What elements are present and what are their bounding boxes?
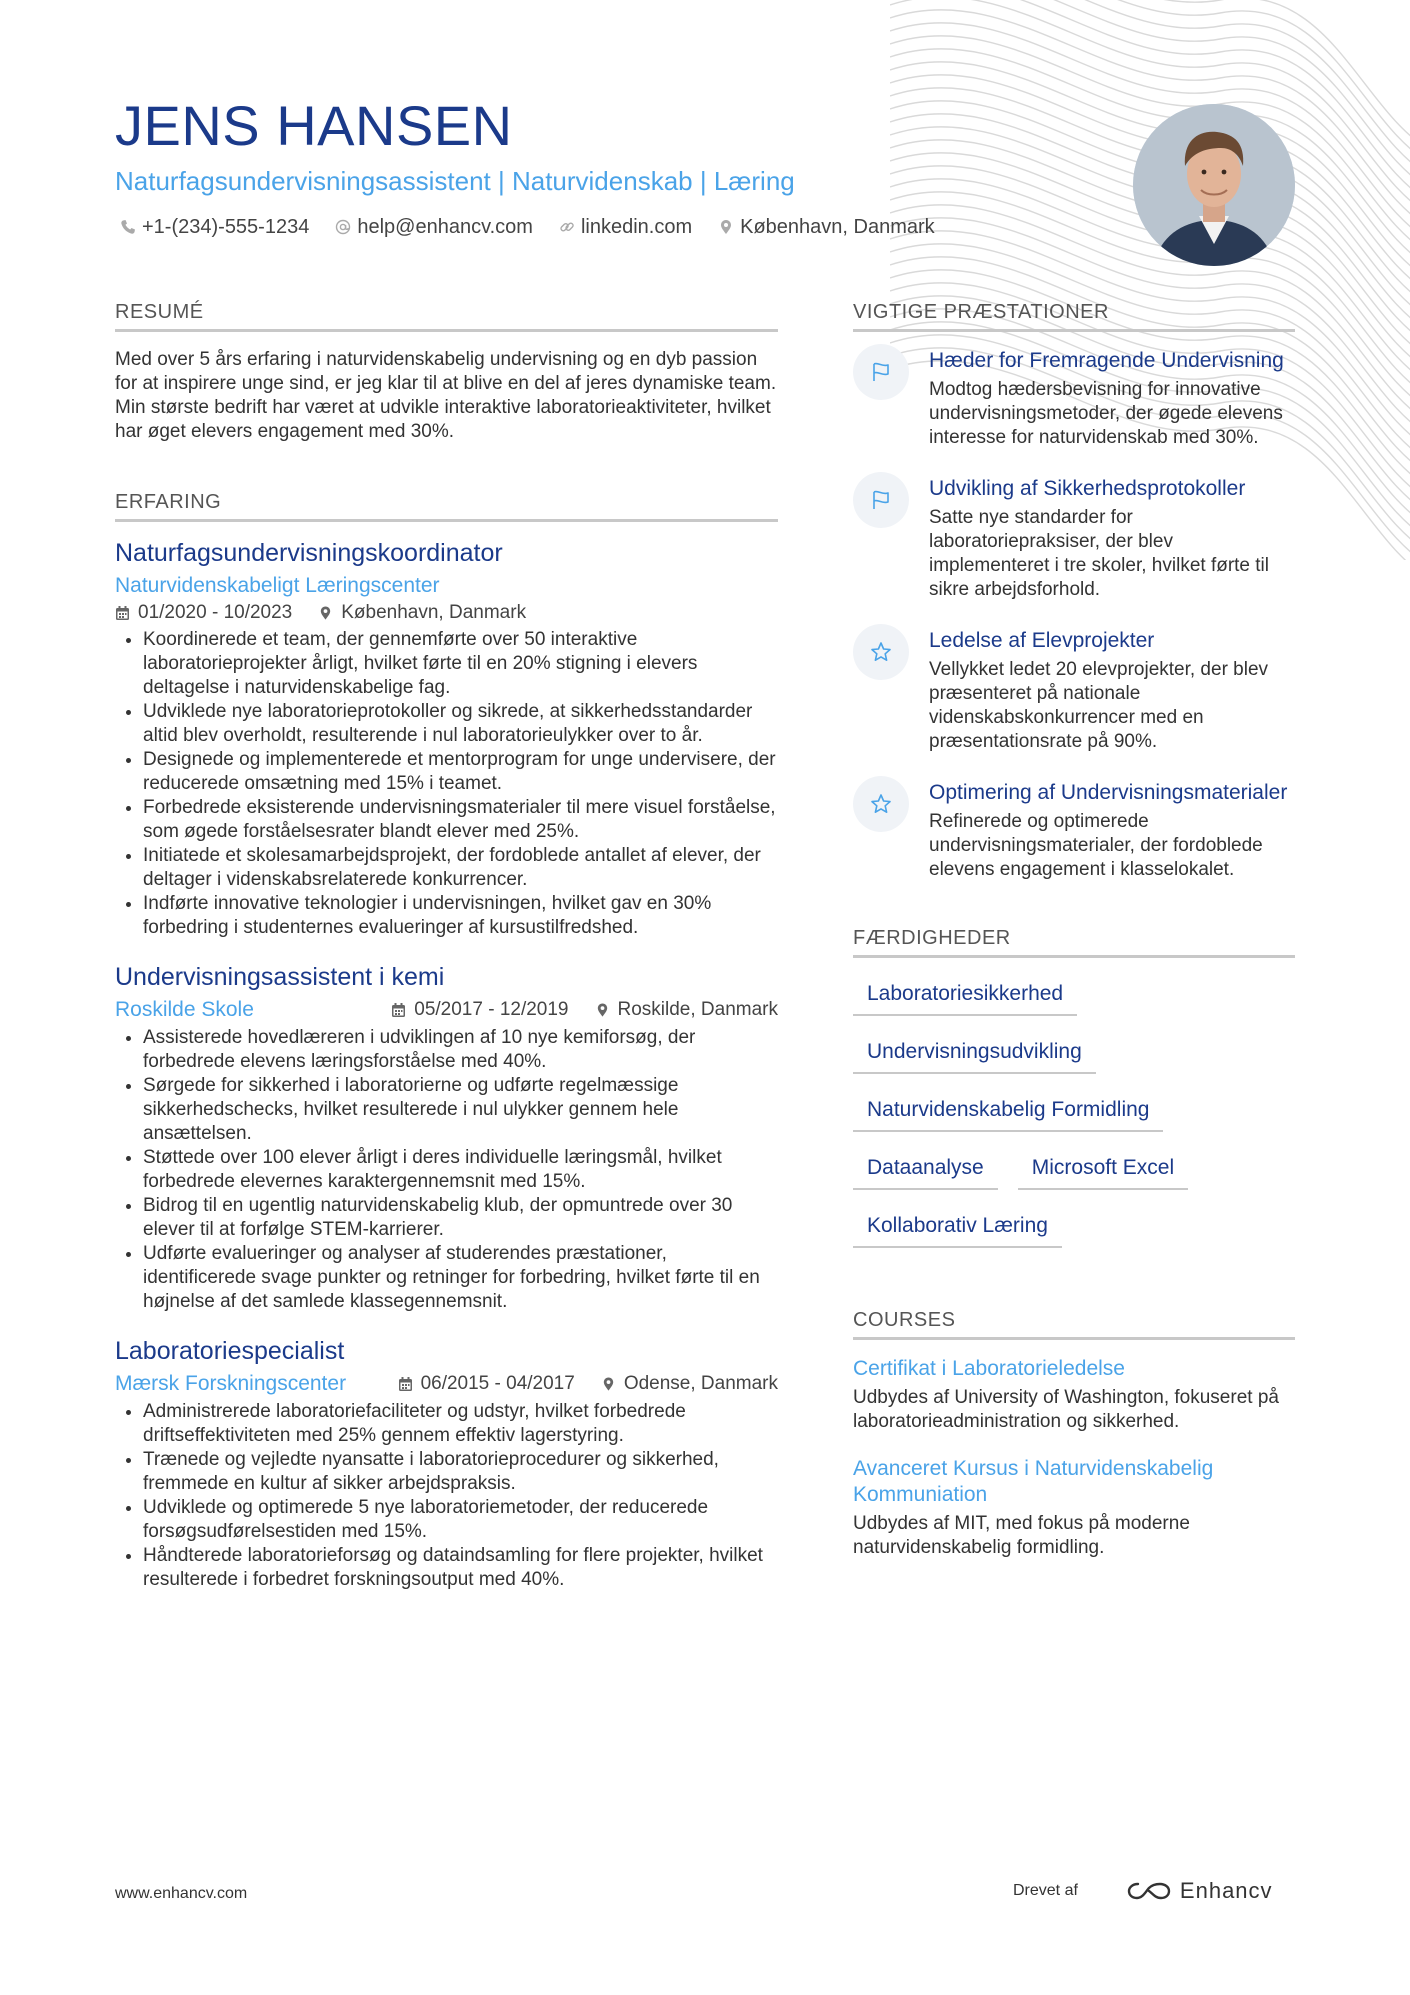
courses-heading: COURSES (853, 1308, 1295, 1340)
job-bullet: • Sørgede for sikkerhed i laboratorierne og udførte regelmæssige sikkerhedschecks, hvilket resulterede i nul ulykker gennem hele ansættelsen. (143, 1074, 778, 1146)
job-location-text: Roskilde, Danmark (617, 999, 778, 1020)
experience-heading: ERFARING (115, 490, 778, 522)
achievement-desc: Refinerede og optimerede undervisningsmaterialer, der fordoblede elevens engagement i klasselokalet. (929, 811, 1263, 880)
job-bullet: • Trænede og vejledte nyansatte i laboratorieprocedurer og sikkerhed, fremmede en kultur af sikker arbejdspraksis. (143, 1448, 778, 1496)
job-bullets (115, 628, 778, 940)
job-entry (115, 538, 778, 940)
avatar-illustration (1133, 104, 1295, 266)
job-company: Mærsk Forskningscenter (115, 1372, 347, 1395)
job-bullet: • Udførte evalueringer og analyser af studerendes præstationer, identificerede svage punkter og retninger for forbedring, hvilket førte til en højnelse af det samlede klassegennemsnit. (143, 1242, 778, 1314)
enhancv-logo[interactable] (1126, 1878, 1273, 1904)
job-bullet: • Udviklede nye laboratorieprotokoller og sikrede, at sikkerhedsstandarder altid blev overholdt, resulterende i nul laboratorieulykker over to år. (143, 700, 778, 748)
job-meta (115, 600, 778, 626)
star-icon (869, 792, 893, 816)
map-pin-icon (601, 1376, 616, 1392)
job-subheader (115, 996, 778, 1024)
job-title: Naturfagsundervisningskoordinator (115, 539, 503, 567)
map-pin-icon (318, 605, 333, 621)
experience-section (115, 490, 778, 1592)
achievement-title: Udvikling af Sikkerhedsprotokoller (929, 477, 1246, 500)
contact-email[interactable] (335, 215, 533, 239)
map-pin-icon (595, 1002, 610, 1018)
achievement-item (853, 780, 1295, 882)
job-dates (391, 997, 568, 1023)
skill-tag: Undervisningsudvikling (853, 1032, 1096, 1074)
achievement-title: Optimering af Undervisningsmaterialer (929, 781, 1288, 804)
phone-icon (120, 219, 136, 235)
summary-section (115, 300, 778, 444)
job-bullet: • Indførte innovative teknologier i undervisningen, hvilket gav en 30% forbedring i studenternes evalueringer af kursustilfredshed. (143, 892, 778, 940)
job-location (601, 1371, 778, 1397)
candidate-name: JENS HANSEN (115, 94, 513, 157)
job-bullet: • Assisterede hovedlæreren i udviklingen af 10 nye kemiforsøg, der forbedrede elevens læringsforståelse med 40%. (143, 1026, 778, 1074)
job-meta (398, 1371, 778, 1397)
achievements-heading: VIGTIGE PRÆSTATIONER (853, 300, 1295, 332)
skill-tag: Naturvidenskabelig Formidling (853, 1090, 1163, 1132)
achievement-item (853, 628, 1295, 754)
flag-icon (869, 360, 893, 384)
summary-heading: RESUMÉ (115, 300, 778, 332)
achievement-title: Ledelse af Elevprojekter (929, 629, 1155, 652)
job-bullets (115, 1400, 778, 1592)
job-dates-text: 01/2020 - 10/2023 (138, 602, 293, 623)
calendar-icon (398, 1376, 413, 1392)
job-location (318, 600, 526, 626)
infinity-logo-icon (1126, 1880, 1172, 1902)
achievement-body (929, 476, 1295, 602)
job-subheader (115, 1370, 778, 1398)
contact-linkedin[interactable] (559, 215, 692, 239)
job-location-text: Odense, Danmark (623, 1373, 778, 1394)
email-text: help@enhancv.com (357, 216, 533, 238)
calendar-icon (391, 1002, 406, 1018)
map-pin-icon (718, 219, 734, 235)
achievement-icon-badge (853, 344, 909, 400)
skills-heading: FÆRDIGHEDER (853, 926, 1295, 958)
job-dates (115, 600, 292, 626)
achievement-body (929, 780, 1295, 882)
job-location-text: København, Danmark (341, 602, 527, 623)
contact-bar (120, 215, 935, 239)
job-title: Laboratoriespecialist (115, 1337, 345, 1365)
job-bullet: • Forbedrede eksisterende undervisningsmaterialer til mere visuel forståelse, som øgede forståelsesrater blandt elever med 25%. (143, 796, 778, 844)
job-bullet: • Designede og implementerede et mentorprogram for unge undervisere, der reducerede omsætning med 15% i teamet. (143, 748, 778, 796)
job-title: Undervisningsassistent i kemi (115, 963, 445, 991)
phone-text: +1-(234)-555-1234 (142, 216, 310, 238)
course-desc: Udbydes af MIT, med fokus på moderne naturvidenskabelig formidling. (853, 1513, 1190, 1558)
achievement-desc: Modtog hædersbevisning for innovative undervisningsmetoder, der øgede elevens interesse for naturvidenskab med 30%. (929, 379, 1283, 448)
at-icon (335, 219, 351, 235)
job-location (595, 997, 779, 1023)
footer-branding (1013, 1878, 1273, 1904)
left-column (115, 300, 778, 1614)
job-entry (115, 962, 778, 1314)
job-dates-text: 06/2015 - 04/2017 (420, 1373, 575, 1394)
job-company: Naturvidenskabeligt Læringscenter (115, 574, 440, 597)
footer-website[interactable]: www.enhancv.com (115, 1885, 248, 1902)
skills-section (853, 926, 1295, 1264)
achievement-icon-badge (853, 472, 909, 528)
linkedin-text: linkedin.com (580, 216, 693, 238)
job-bullet: • Initiatede et skolesamarbejdsprojekt, der fordoblede antallet af elever, der deltager i videnskabsrelaterede konkurrencer. (143, 844, 778, 892)
skill-tag: Dataanalyse (853, 1148, 998, 1190)
flag-icon (869, 488, 893, 512)
course-item (853, 1356, 1295, 1434)
achievement-body (929, 348, 1295, 450)
calendar-icon (115, 605, 130, 621)
courses-section (853, 1308, 1295, 1560)
contact-phone[interactable] (120, 215, 309, 239)
link-icon (559, 219, 575, 235)
achievement-icon-badge (853, 776, 909, 832)
achievement-icon-badge (853, 624, 909, 680)
achievement-item (853, 348, 1295, 450)
powered-by-label: Drevet af (1013, 1882, 1078, 1899)
job-bullet: • Håndterede laboratorieforsøg og dataindsamling for flere projekter, hvilket resulterede i forbedret forskningsoutput med 40%. (143, 1544, 778, 1592)
candidate-headline: Naturfagsundervisningsassistent | Naturvidenskab | Læring (115, 166, 795, 196)
skills-list (853, 974, 1295, 1264)
course-title: Avanceret Kursus i Naturvidenskabelig Kommuniation (853, 1457, 1214, 1506)
achievement-desc: Vellykket ledet 20 elevprojekter, der blev præsenteret på nationale videnskabskonkurrencer med en præsentationsrate på 90%. (929, 659, 1269, 752)
contact-location (718, 215, 935, 239)
star-icon (869, 640, 893, 664)
course-title: Certifikat i Laboratorieledelse (853, 1357, 1125, 1380)
job-bullet: • Koordinerede et team, der gennemførte over 50 interaktive laboratorieprojekter årligt, hvilket førte til en 20% stigning i elevers deltagelse i naturvidenskabelige fag. (143, 628, 778, 700)
skill-tag: Microsoft Excel (1018, 1148, 1188, 1190)
job-bullets (115, 1026, 778, 1314)
achievements-section (853, 300, 1295, 882)
course-desc: Udbydes af University of Washington, fokuseret på laboratorieadministration og sikkerhed. (853, 1387, 1279, 1432)
achievement-desc: Satte nye standarder for laboratoriepraksiser, der blev implementeret i tre skoler, hvilket førte til sikre arbejdsforhold. (929, 507, 1269, 600)
skill-tag: Kollaborativ Læring (853, 1206, 1062, 1248)
profile-photo (1133, 104, 1295, 266)
job-bullet: • Bidrog til en ugentlig naturvidenskabelig klub, der opmuntrede over 30 elever til at forfølge STEM-karrierer. (143, 1194, 778, 1242)
achievement-body (929, 628, 1295, 754)
achievement-item (853, 476, 1295, 602)
job-bullet: • Administrerede laboratoriefaciliteter og udstyr, hvilket forbedrede driftseffektiviteten med 25% gennem effektiv lagerstyring. (143, 1400, 778, 1448)
brand-name: Enhancv (1179, 1878, 1273, 1903)
course-item (853, 1456, 1295, 1560)
skill-tag: Laboratoriesikkerhed (853, 974, 1077, 1016)
job-bullet: • Udviklede og optimerede 5 nye laboratoriemetoder, der reducerede forsøgsudførelsestiden med 15%. (143, 1496, 778, 1544)
job-dates-text: 05/2017 - 12/2019 (414, 999, 569, 1020)
achievement-title: Hæder for Fremragende Undervisning (929, 349, 1284, 372)
right-column (853, 300, 1295, 1582)
location-text: København, Danmark (740, 216, 935, 238)
job-dates (398, 1371, 575, 1397)
job-entry (115, 1336, 778, 1592)
summary-text: Med over 5 års erfaring i naturvidenskabelig undervisning og en dyb passion for at inspirere unge sind, er jeg klar til at blive en del af jeres dynamiske team. Min største bedrift har været at udvikle interaktive laboratorieaktiviteter, hvilket har øget elevers engagement med 30%. (115, 349, 777, 442)
job-meta (391, 997, 778, 1023)
job-bullet: • Støttede over 100 elever årligt i deres individuelle læringsmål, hvilket forbedrede elevernes karaktergennemsnit med 15%. (143, 1146, 778, 1194)
job-company: Roskilde Skole (115, 998, 254, 1021)
